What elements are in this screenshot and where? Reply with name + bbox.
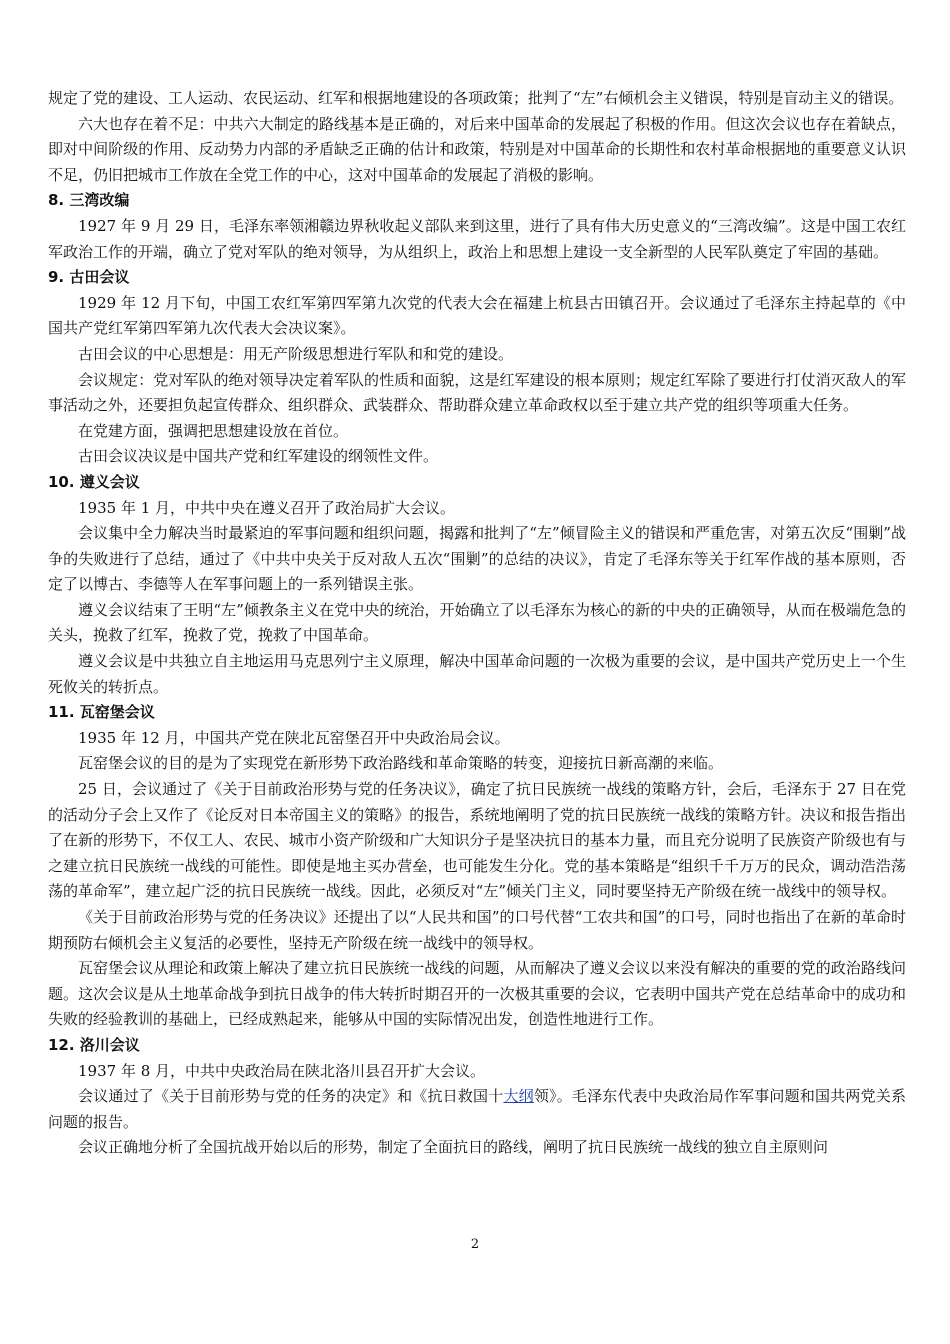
paragraph: 瓦窑堡会议从理论和政策上解决了建立抗日民族统一战线的问题，从而解决了遵义会议以来没有解决的重要的党的政治路线问题。这次会议是从土地革命战争到抗日战争的伟大转折时期召开的一次极其重要的会议，它表明中国共产党在总结革命中的成功和失败的经验教训的基础上，已经成熟起来，能够从中国的实际情况出发，创造性地进行工作。 — [48, 959, 906, 1029]
paragraph: 1927 年 9 月 29 日，毛泽东率领湘赣边界秋收起义部队来到这里，进行了具有伟大历史意义的“三湾改编”。这是中国工农红军政治工作的开端，确立了党对军队的绝对领导，为从组织上，政治上和思想上建设一支全新型的人民军队奠定了牢固的基础。 — [48, 216, 906, 261]
paragraph: 会议集中全力解决当时最紧迫的军事问题和组织问题，揭露和批判了“左”倾冒险主义的错误和严重危害，对第五次反“围剿”战争的失败进行了总结，通过了《中共中央关于反对敌人五次“围剿”的总结的决议》，肯定了毛泽东等关于红军作战的基本原则，否定了以博古、李德等人在军事问题上的一系列错误主张。 — [48, 524, 906, 594]
paragraph: 规定了党的建设、工人运动、农民运动、红军和根据地建设的各项政策；批判了“左”右倾机会主义错误，特别是盲动主义的错误。 — [48, 89, 904, 107]
paragraph: 1935 年 1 月，中共中央在遵义召开了政治局扩大会议。 — [78, 498, 456, 517]
paragraph: 古田会议决议是中国共产党和红军建设的纲领性文件。 — [78, 447, 439, 466]
text-run: 会议通过了《关于目前形势与党的任务的决定》和《抗日救国十 — [78, 1087, 504, 1106]
paragraph: 在党建方面，强调把思想建设放在首位。 — [78, 421, 349, 440]
paragraph: 25 日，会议通过了《关于目前政治形势与党的任务决议》，确定了抗日民族统一战线的策略方针，会后，毛泽东于 27 日在党的活动分子会上又作了《论反对日本帝国主义的策略》的报告，系统地阐明了党的抗日民族统一战线的策略方针。决议和报告指出了在新的形势下，不仅工人、农民、城市小资产阶级和广大知识分子是坚决抗日的基本力量，而且充分说明了民族资产阶级也有与之建立抗日民族统一战线的可能性。即使是地主买办营垒，也可能发生分化。党的基本策略是“组织千千万万的民众，调动浩浩荡荡的革命军”，建立起广泛的抗日民族统一战线。因此，必须反对“左”倾关门主义，同时要坚持无产阶级在统一战线中的领导权。 — [48, 780, 906, 901]
section-heading-sanwan: 8. 三湾改编 — [48, 191, 130, 210]
section-heading-wayaobao: 11. 瓦窑堡会议 — [48, 703, 155, 722]
paragraph: 会议规定：党对军队的绝对领导决定着军队的性质和面貌，这是红军建设的根本原则；规定红军除了要进行打仗消灭敌人的军事活动之外，还要担负起宣传群众、组织群众、武装群众、帮助群众建立革命政权以至于建立共产党的组织等项重大任务。 — [48, 370, 906, 415]
paragraph: 瓦窑堡会议的目的是为了实现党在新形势下政治路线和革命策略的转变，迎接抗日新高潮的来临。 — [78, 754, 724, 773]
paragraph: 会议正确地分析了全国抗战开始以后的形势，制定了全面抗日的路线，阐明了抗日民族统一战线的独立自主原则问 — [78, 1138, 829, 1157]
paragraph: 古田会议的中心思想是：用无产阶级思想进行军队和和党的建设。 — [78, 344, 514, 363]
paragraph — [48, 1084, 906, 1135]
section-heading-gutian: 9. 古田会议 — [48, 268, 130, 287]
section-heading-zunyi: 10. 遵义会议 — [48, 472, 140, 491]
hyperlink-dagang[interactable]: 大纲 — [503, 1087, 534, 1106]
paragraph: 《关于目前政治形势与党的任务决议》还提出了以“人民共和国”的口号代替“工农共和国”的口号，同时也指出了在新的革命时期预防右倾机会主义复活的必要性，坚持无产阶级在统一战线中的领导权。 — [48, 908, 906, 952]
page-number: 2 — [470, 1237, 480, 1252]
paragraph: 1937 年 8 月，中共中央政治局在陕北洛川县召开扩大会议。 — [78, 1061, 486, 1080]
paragraph: 遵义会议是中共独立自主地运用马克思列宁主义原理，解决中国革命问题的一次极为重要的会议，是中国共产党历史上一个生死攸关的转折点。 — [48, 652, 906, 696]
text-run: 领》。毛泽东代表中央政治局作军事问题和国共两党关系问题的报告。 — [48, 1087, 906, 1131]
paragraph: 1929 年 12 月下旬，中国工农红军第四军第九次党的代表大会在福建上杭县古田镇召开。会议通过了毛泽东主持起草的《中国共产党红军第四军第九次代表大会决议案》。 — [48, 293, 906, 338]
paragraph: 遵义会议结束了王明“左”倾教条主义在党中央的统治，开始确立了以毛泽东为核心的新的中央的正确领导，从而在极端危急的关头，挽救了红军，挽救了党，挽救了中国革命。 — [48, 600, 906, 645]
document-body — [48, 86, 906, 1161]
paragraph: 六大也存在着不足：中共六大制定的路线基本是正确的，对后来中国革命的发展起了积极的作用。但这次会议也存在着缺点，即对中间阶级的作用、反动势力内部的矛盾缺乏正确的估计和政策，特别是对中国革命的长期性和农村革命根据地的重要意义认识不足，仍旧把城市工作放在全党工作的中心，这对中国革命的发展起了消极的影响。 — [48, 114, 906, 184]
section-heading-luochuan: 12. 洛川会议 — [48, 1035, 140, 1054]
paragraph: 1935 年 12 月，中国共产党在陕北瓦窑堡召开中央政治局会议。 — [78, 728, 510, 747]
